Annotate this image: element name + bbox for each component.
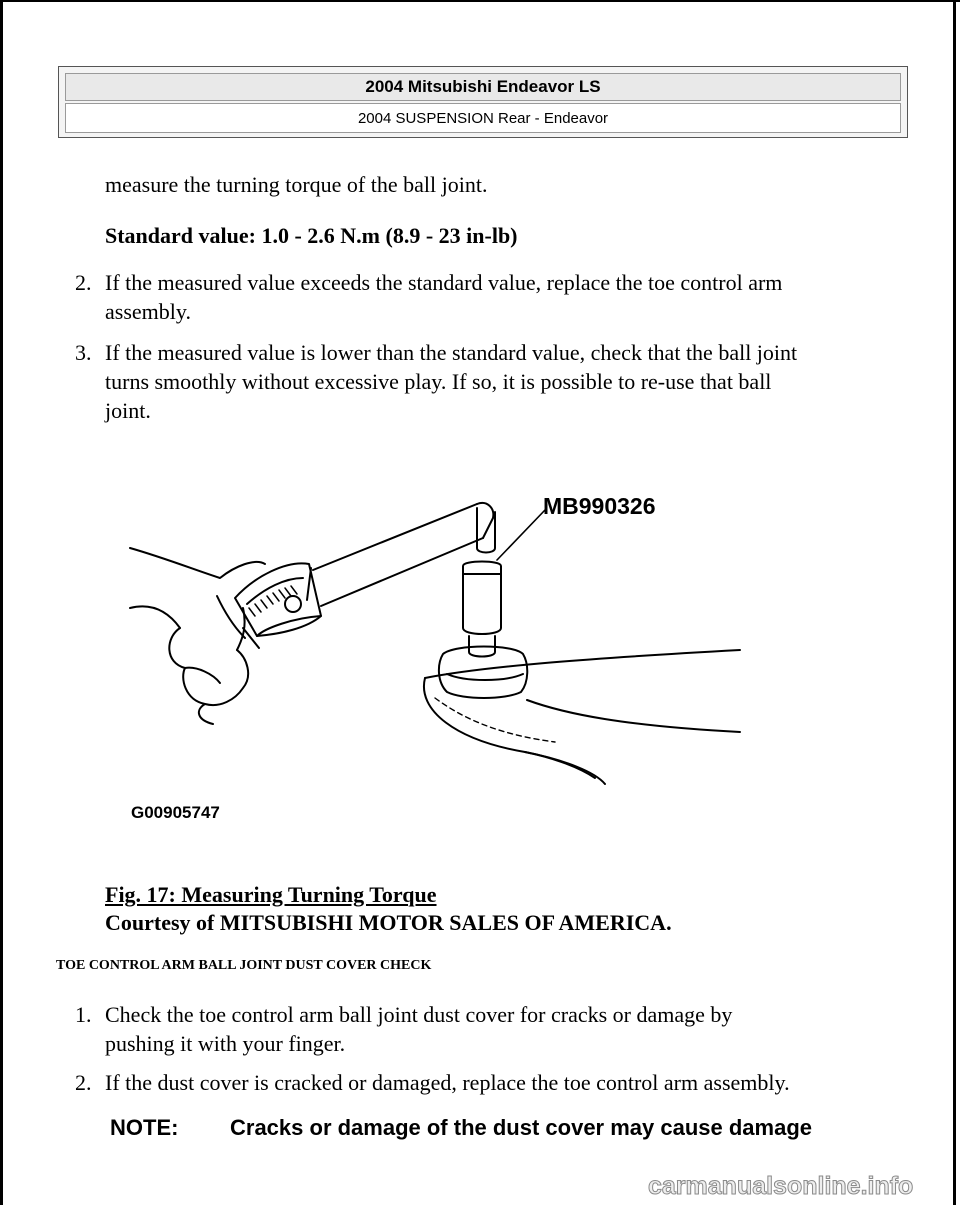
wrench-shaft-bottom [321,538,483,606]
ball-joint-boot [439,647,527,699]
step-text-line: If the dust cover is cracked or damaged, replace the toe control arm assembly. [105,1070,790,1095]
hand-knuckles [169,628,248,705]
step-number: 2. [75,270,92,295]
socket-body [463,562,501,635]
figure-caption-title: Fig. 17: Measuring Turning Torque [105,882,437,907]
header-title: 2004 Mitsubishi Endeavor LS [65,73,901,101]
step-number: 2. [75,1070,92,1095]
step-text-line: joint. [105,398,151,423]
forearm-line [130,548,265,578]
step-text-line: If the measured value exceeds the standard value, replace the toe control arm [105,270,783,295]
note-text: Cracks or damage of the dust cover may cause damage [230,1115,813,1140]
figure-caption-credit: Courtesy of MITSUBISHI MOTOR SALES OF AMERICA. [105,910,672,935]
figure-id: G00905747 [131,803,220,822]
page-border-right [953,0,956,1205]
forearm-lower-line [130,606,180,628]
step-text-line: pushing it with your finger. [105,1031,346,1056]
wrench-shaft-top [313,504,477,570]
step-text-line: If the measured value is lower than the standard value, check that the ball joint [105,340,798,365]
header-subtitle: 2004 SUSPENSION Rear - Endeavor [65,103,901,133]
callout-label: MB990326 [543,493,656,519]
note-label: NOTE: [110,1115,179,1140]
watermark: carmanualsonline.info [648,1172,914,1200]
torque-measurement-drawing [125,478,745,828]
page-border-top [0,0,960,2]
step-number: 1. [75,1002,92,1027]
step-number: 3. [75,340,92,365]
page-border-left [0,0,3,1205]
figure-17-illustration [125,478,745,828]
step-text-line: Check the toe control arm ball joint dust cover for cracks or damage by [105,1002,733,1027]
step-text-line: assembly. [105,299,191,324]
callout-leader [497,510,545,560]
section-heading: TOE CONTROL ARM BALL JOINT DUST COVER CHECK [56,958,432,973]
intro-line: measure the turning torque of the ball joint. [105,172,488,197]
step-text-line: turns smoothly without excessive play. If so, it is possible to re-use that ball [105,369,772,394]
standard-value: Standard value: 1.0 - 2.6 N.m (8.9 - 23 in-lb) [105,223,518,248]
document-header [58,66,908,138]
